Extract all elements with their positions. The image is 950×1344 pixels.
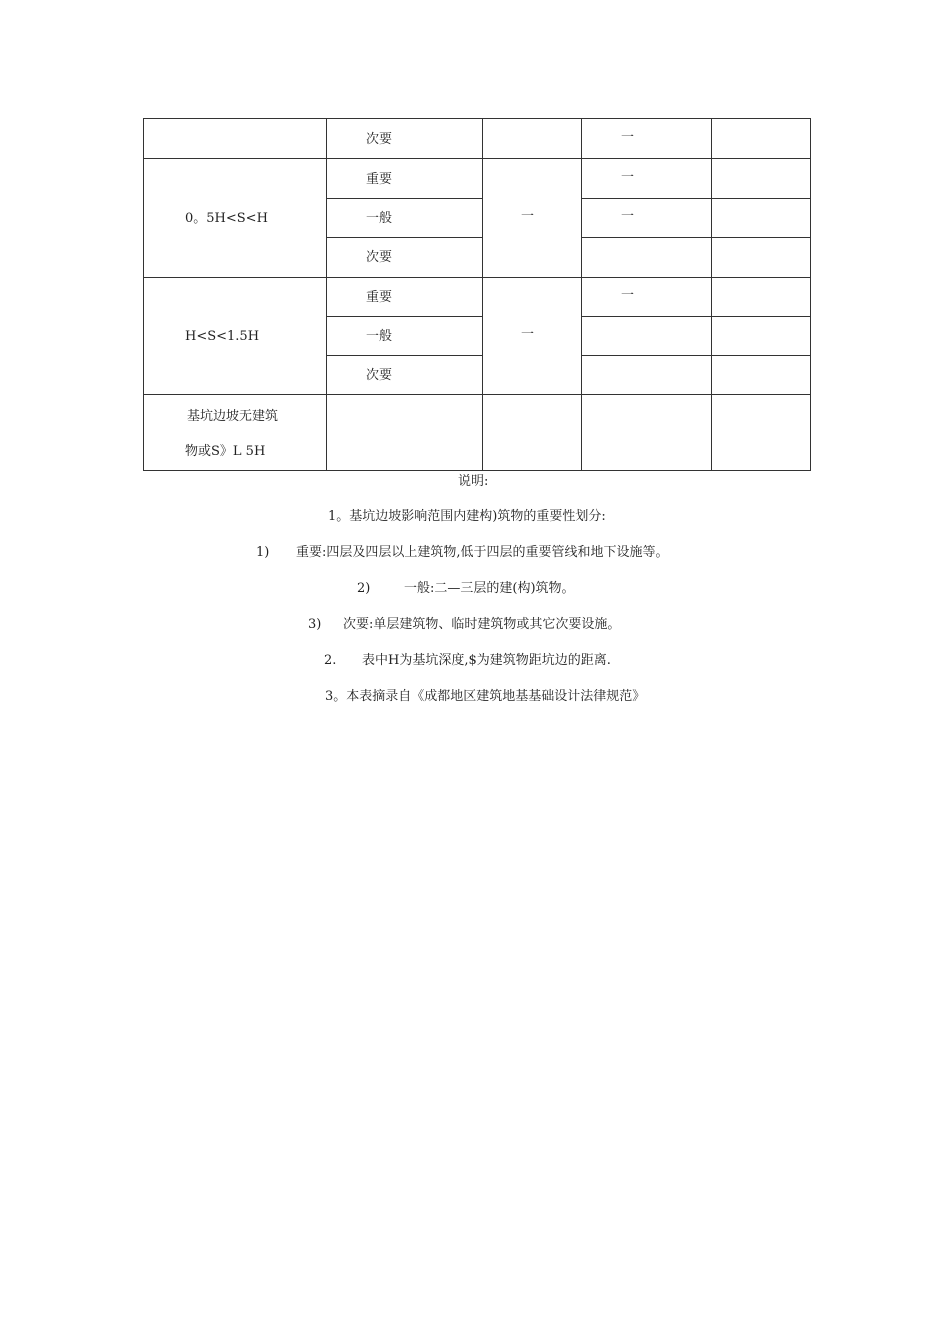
- note-subitem-text: 一般:二—三层的建(构)筑物。: [404, 581, 575, 596]
- table-border-right: [810, 118, 811, 471]
- note-subitem-number: 2): [357, 581, 371, 596]
- table-row-divider: [326, 316, 482, 317]
- importance-cell: 次要: [366, 132, 393, 147]
- table-row-divider: [143, 277, 811, 278]
- note-item: 1。基坑边坡影响范围内建构)筑物的重要性划分:: [328, 509, 606, 524]
- importance-cell: 次要: [366, 250, 393, 265]
- note-subitem-text: 次要:单层建筑物、临时建筑物或其它次要设施。: [343, 617, 621, 632]
- note-subitem-number: 3): [308, 617, 322, 632]
- table-row-divider: [581, 198, 811, 199]
- distance-range-cell: 0。5H<S<H: [185, 211, 268, 226]
- table-row-divider: [581, 316, 811, 317]
- note-subitem-text: 重要:四层及四层以上建筑物,低于四层的重要管线和地下设施等。: [296, 545, 669, 560]
- importance-cell: 重要: [366, 290, 393, 305]
- note-item-text: 表中H为基坑深度,$为建筑物距坑边的距离.: [362, 653, 611, 668]
- dash-cell: 一: [621, 130, 635, 145]
- dash-cell: 一: [621, 288, 635, 303]
- distance-range-cell: H<S<1.5H: [185, 329, 260, 344]
- distance-range-cell: 物或S》L 5H: [185, 444, 266, 459]
- importance-cell: 一般: [366, 329, 393, 344]
- table-col-divider: [711, 118, 712, 471]
- note-item-number: 2.: [324, 653, 337, 668]
- importance-cell: 重要: [366, 172, 393, 187]
- table-col-divider: [482, 118, 483, 471]
- note-item: 3。本表摘录自《成都地区建筑地基基础设计法律规范》: [325, 689, 646, 704]
- table-border-top: [143, 118, 811, 119]
- importance-cell: 一般: [366, 211, 393, 226]
- dash-cell: 一: [521, 327, 535, 342]
- dash-cell: 一: [521, 209, 535, 224]
- note-subitem-number: 1): [256, 545, 270, 560]
- dash-cell: 一: [621, 170, 635, 185]
- table-col-divider: [581, 118, 582, 471]
- table-row-divider: [581, 355, 811, 356]
- dash-cell: 一: [621, 209, 635, 224]
- table-row-divider: [326, 237, 482, 238]
- importance-cell: 次要: [366, 368, 393, 383]
- table-row-divider: [581, 237, 811, 238]
- table-col-divider: [326, 118, 327, 471]
- distance-range-cell: 基坑边坡无建筑: [187, 409, 279, 424]
- table-row-divider: [143, 158, 811, 159]
- table-row-divider: [326, 198, 482, 199]
- table-border-bottom: [143, 470, 811, 471]
- table-row-divider: [143, 394, 811, 395]
- table-border-left: [143, 118, 144, 471]
- notes-title: 说明:: [458, 474, 489, 489]
- table-row-divider: [326, 355, 482, 356]
